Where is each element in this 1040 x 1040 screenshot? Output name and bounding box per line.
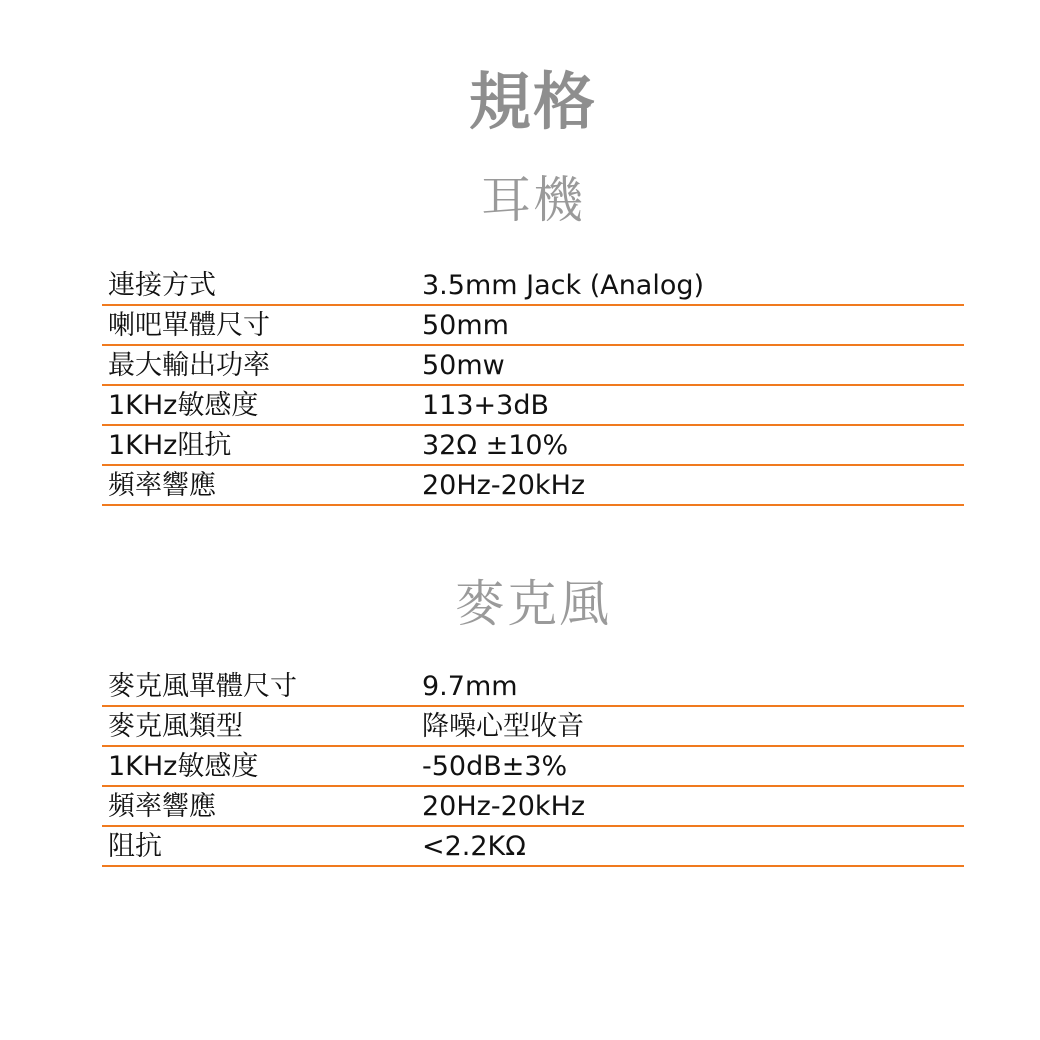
spec-value: 32Ω ±10% <box>422 430 569 461</box>
spec-value: 降噪心型收音 <box>422 711 584 742</box>
spec-value: 9.7mm <box>422 671 518 702</box>
spec-value: <2.2KΩ <box>422 831 526 862</box>
spec-value: 113+3dB <box>422 390 549 421</box>
microphone-spec-table <box>102 667 964 867</box>
spec-value: 3.5mm Jack (Analog) <box>422 270 705 301</box>
spec-value: 50mm <box>422 310 509 341</box>
headphone-section-title: 耳機 <box>481 171 585 229</box>
spec-row-mic-sensitivity <box>102 747 964 787</box>
spec-row-max-output <box>102 346 964 386</box>
spec-value: -50dB±3% <box>422 751 568 782</box>
headphone-spec-table <box>102 266 964 506</box>
spec-row-mic-size <box>102 667 964 707</box>
spec-label: 連接方式 <box>108 270 216 301</box>
spec-row-mic-type <box>102 707 964 747</box>
spec-label: 頻率響應 <box>108 791 216 822</box>
spec-value: 20Hz-20kHz <box>422 791 586 822</box>
spec-row-mic-frequency-response <box>102 787 964 827</box>
spec-label: 1KHz敏感度 <box>108 751 259 782</box>
spec-label: 1KHz敏感度 <box>108 390 259 421</box>
spec-label: 阻抗 <box>108 831 162 862</box>
spec-value: 20Hz-20kHz <box>422 470 586 501</box>
spec-row-frequency-response <box>102 466 964 506</box>
microphone-section-title: 麥克風 <box>455 575 611 633</box>
spec-label: 頻率響應 <box>108 470 216 501</box>
spec-row-sensitivity <box>102 386 964 426</box>
spec-label: 最大輸出功率 <box>108 350 270 381</box>
spec-row-connection <box>102 266 964 306</box>
page-title: 規格 <box>468 65 597 138</box>
spec-row-impedance <box>102 426 964 466</box>
spec-label: 麥克風類型 <box>108 711 243 742</box>
spec-row-mic-impedance <box>102 827 964 867</box>
spec-label: 喇吧單體尺寸 <box>108 310 270 341</box>
spec-label: 1KHz阻抗 <box>108 430 232 461</box>
spec-label: 麥克風單體尺寸 <box>108 671 297 702</box>
spec-value: 50mw <box>422 350 505 381</box>
spec-row-driver-size <box>102 306 964 346</box>
